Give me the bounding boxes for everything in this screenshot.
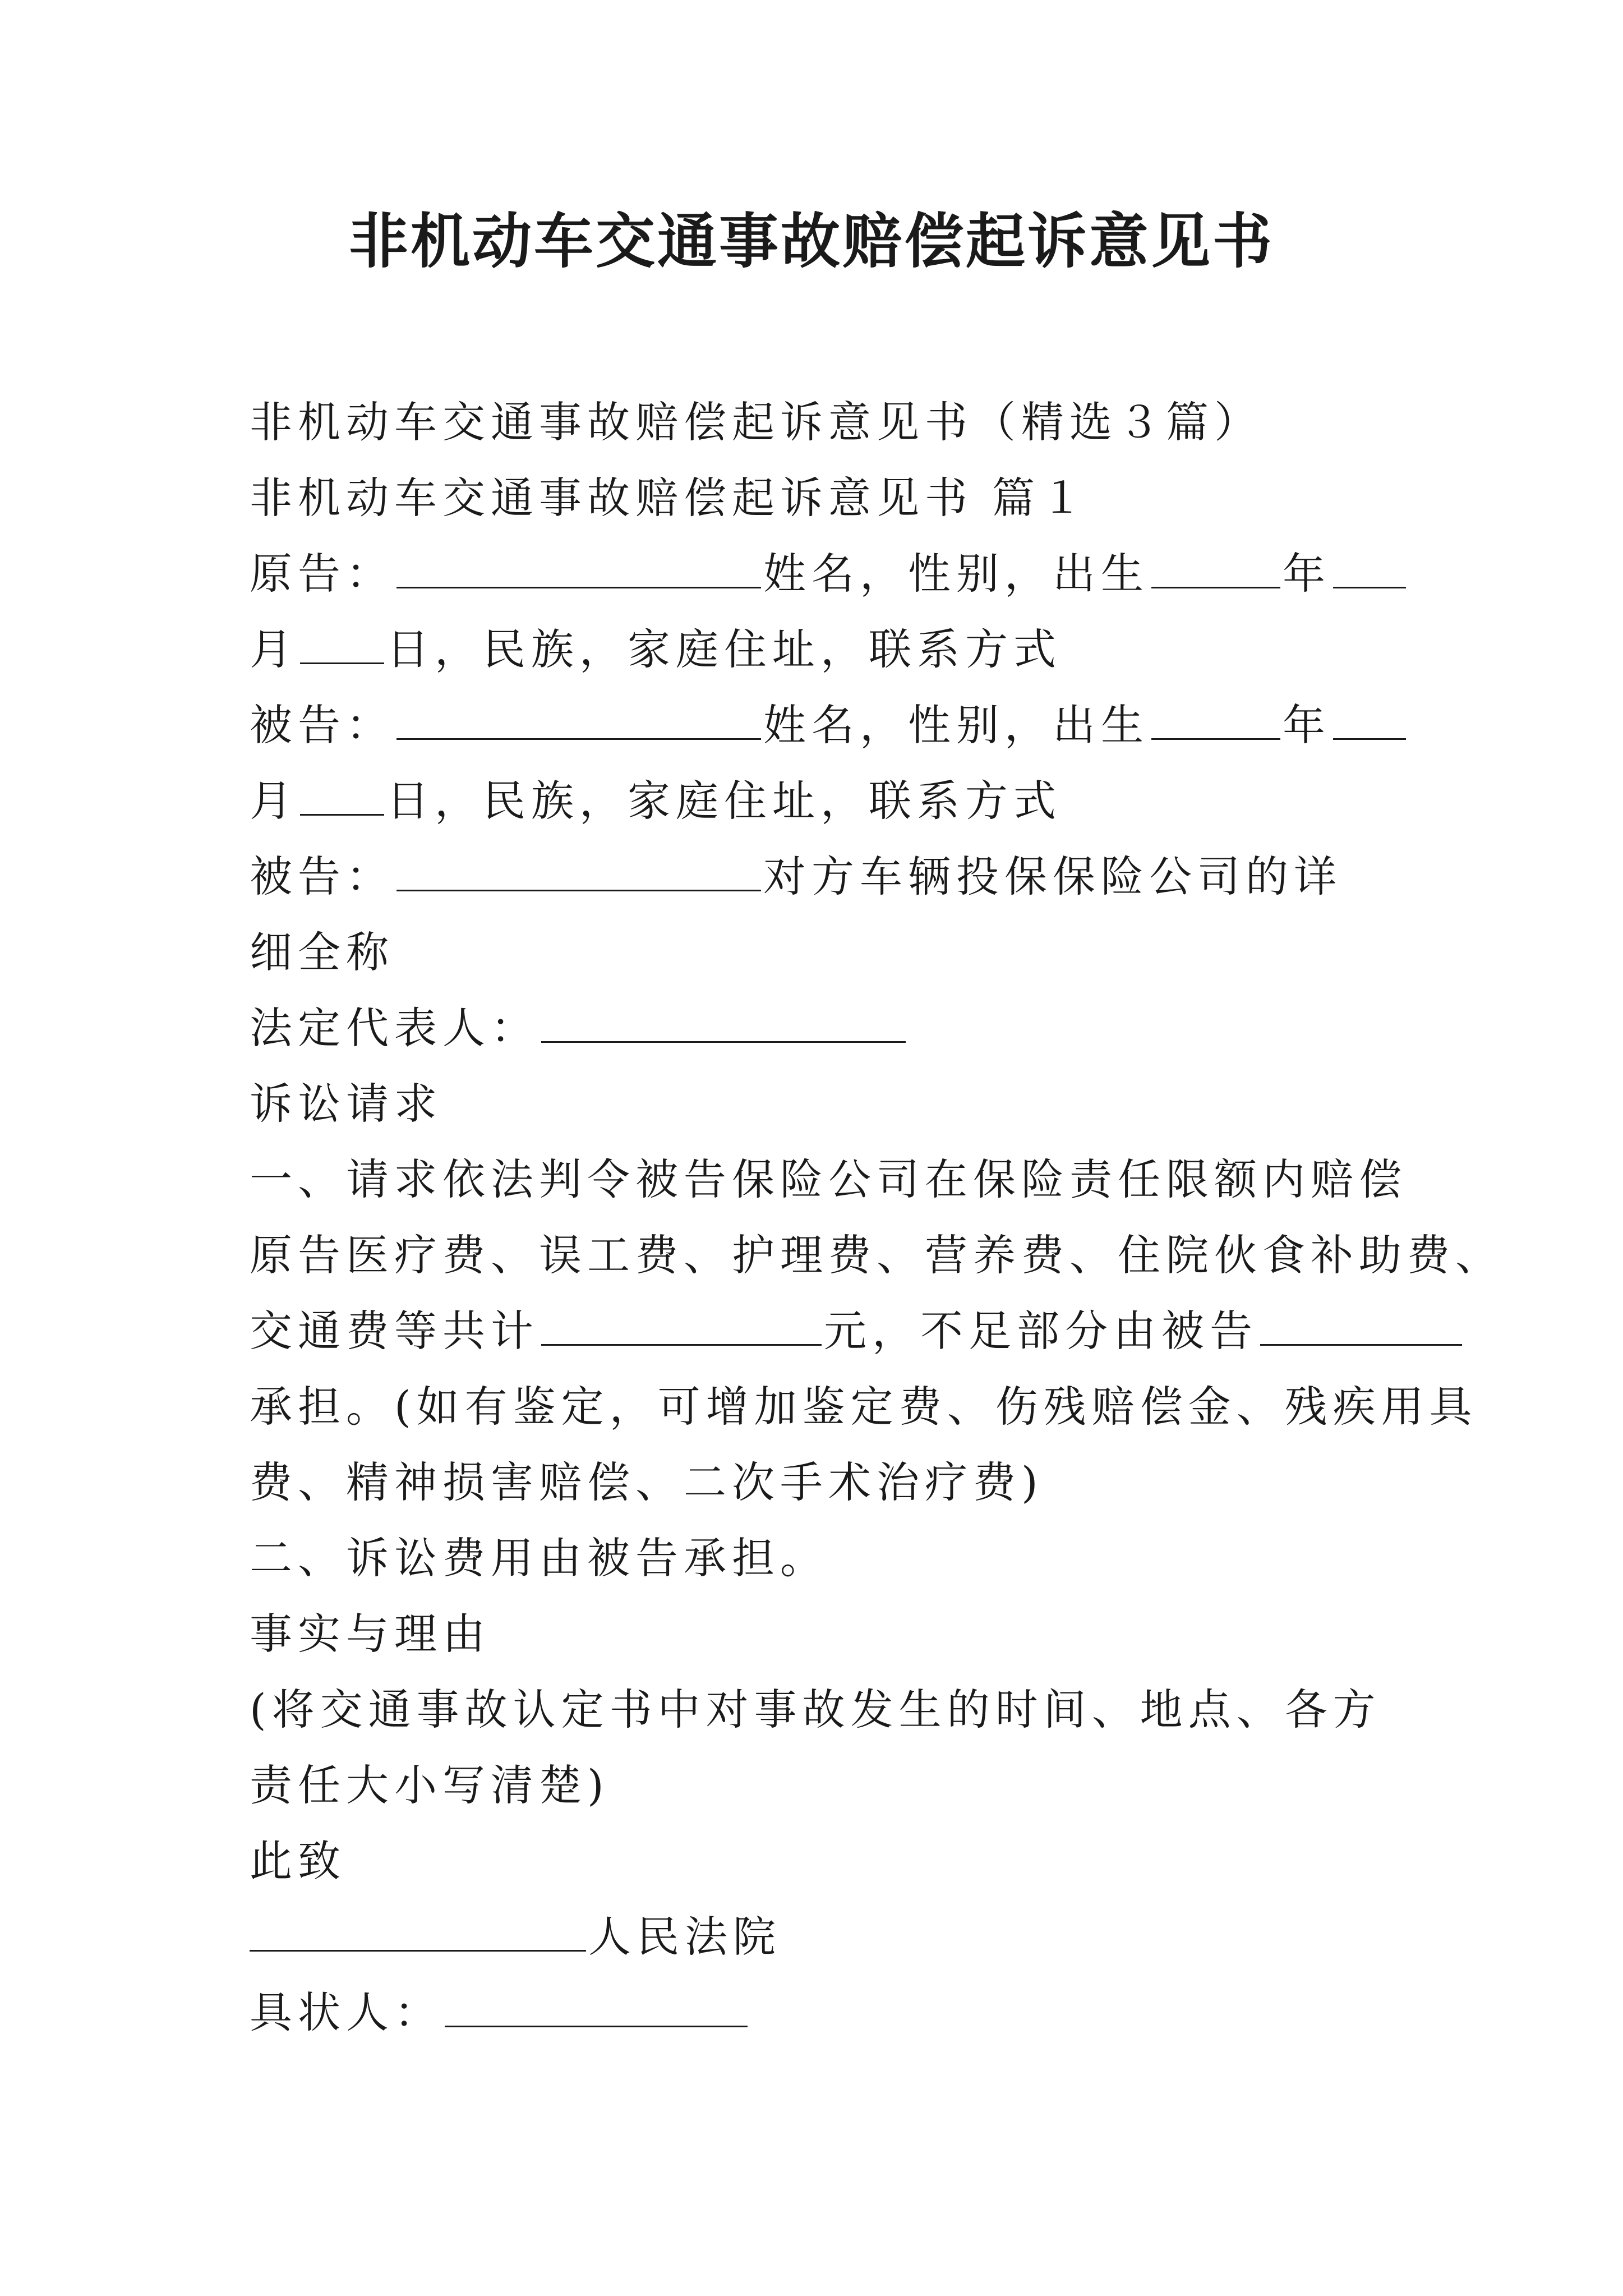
claim-defendant-blank[interactable] <box>1260 1307 1462 1346</box>
defendant-line-1 <box>250 687 1408 763</box>
defendant-fields: 姓名，性别，出生 <box>763 700 1149 750</box>
claim-2: 二、诉讼费用由被告承担。 <box>250 1533 828 1583</box>
claim-1-line-5: 费、精神损害赔偿、二次手术治疗费) <box>250 1457 1044 1507</box>
court-name-blank[interactable] <box>250 1913 586 1952</box>
subtitle: 非机动车交通事故赔偿起诉意见书（精选３篇） <box>250 397 1262 447</box>
signer-blank[interactable] <box>445 1989 748 2027</box>
plaintiff-year-blank[interactable] <box>1151 550 1280 588</box>
claim-1-line-1: 一、请求依法判令被告保险公司在保险责任限额内赔偿 <box>250 1154 1407 1204</box>
court-suffix: 人民法院 <box>588 1912 781 1962</box>
document-title: 非机动车交通事故赔偿起诉意见书 <box>349 206 1274 276</box>
plaintiff-label: 原告： <box>250 549 394 599</box>
legal-rep-blank[interactable] <box>541 1004 906 1043</box>
claim-total-label: 交通费等共计 <box>250 1306 539 1356</box>
closing: 此致 <box>250 1836 346 1886</box>
signer-label: 具状人： <box>250 1987 442 2037</box>
facts-line-2: 责任大小写清楚) <box>250 1760 610 1810</box>
insurer-line-1 <box>250 839 1342 915</box>
insurer-label: 被告： <box>250 852 394 901</box>
defendant-label: 被告： <box>250 700 394 750</box>
legal-rep-line <box>250 990 908 1066</box>
plaintiff-day-blank[interactable] <box>300 625 384 664</box>
plaintiff-line-2 <box>250 611 1062 688</box>
court-line <box>250 1899 781 1975</box>
insurer-name-blank[interactable] <box>396 853 761 891</box>
defendant-day-blank[interactable] <box>300 777 384 816</box>
claim-amount-blank[interactable] <box>541 1307 822 1346</box>
plaintiff-details: ，民族，家庭住址，联系方式 <box>435 624 1062 674</box>
claim-1-line-4: 承担。(如有鉴定，可增加鉴定费、伤残赔偿金、残疾用具 <box>250 1382 1478 1432</box>
section-heading: 非机动车交通事故赔偿起诉意见书 篇１ <box>250 473 1089 523</box>
defendant-month-blank[interactable] <box>1333 701 1406 740</box>
plaintiff-name-blank[interactable] <box>396 550 761 588</box>
defendant-year-label: 年 <box>1283 700 1331 750</box>
plaintiff-fields: 姓名，性别，出生 <box>763 549 1149 599</box>
insurer-text: 对方车辆投保保险公司的详 <box>763 852 1342 901</box>
plaintiff-year-label: 年 <box>1283 549 1331 599</box>
plaintiff-month-blank[interactable] <box>1333 550 1406 588</box>
defendant-year-blank[interactable] <box>1151 701 1280 740</box>
signer-line <box>250 1975 750 2051</box>
claim-1-line-2: 原告医疗费、误工费、护理费、营养费、住院伙食补助费、 <box>250 1230 1504 1280</box>
claim-1-line-3 <box>250 1293 1464 1369</box>
insurer-line-2: 细全称 <box>250 927 394 977</box>
defendant-details: ，民族，家庭住址，联系方式 <box>435 776 1062 826</box>
defendant-name-blank[interactable] <box>396 701 761 740</box>
plaintiff-day-label: 日 <box>386 624 435 674</box>
defendant-month-label: 月 <box>250 776 298 826</box>
facts-heading: 事实与理由 <box>250 1609 491 1659</box>
plaintiff-line-1 <box>250 536 1408 612</box>
defendant-line-2 <box>250 763 1062 839</box>
claims-heading: 诉讼请求 <box>250 1079 442 1129</box>
claim-remainder-label: 元，不足部分由被告 <box>824 1306 1258 1356</box>
defendant-day-label: 日 <box>386 776 435 826</box>
legal-rep-label: 法定代表人： <box>250 1003 539 1053</box>
plaintiff-month-label: 月 <box>250 624 298 674</box>
facts-line-1: (将交通事故认定书中对事故发生的时间、地点、各方 <box>250 1685 1381 1734</box>
